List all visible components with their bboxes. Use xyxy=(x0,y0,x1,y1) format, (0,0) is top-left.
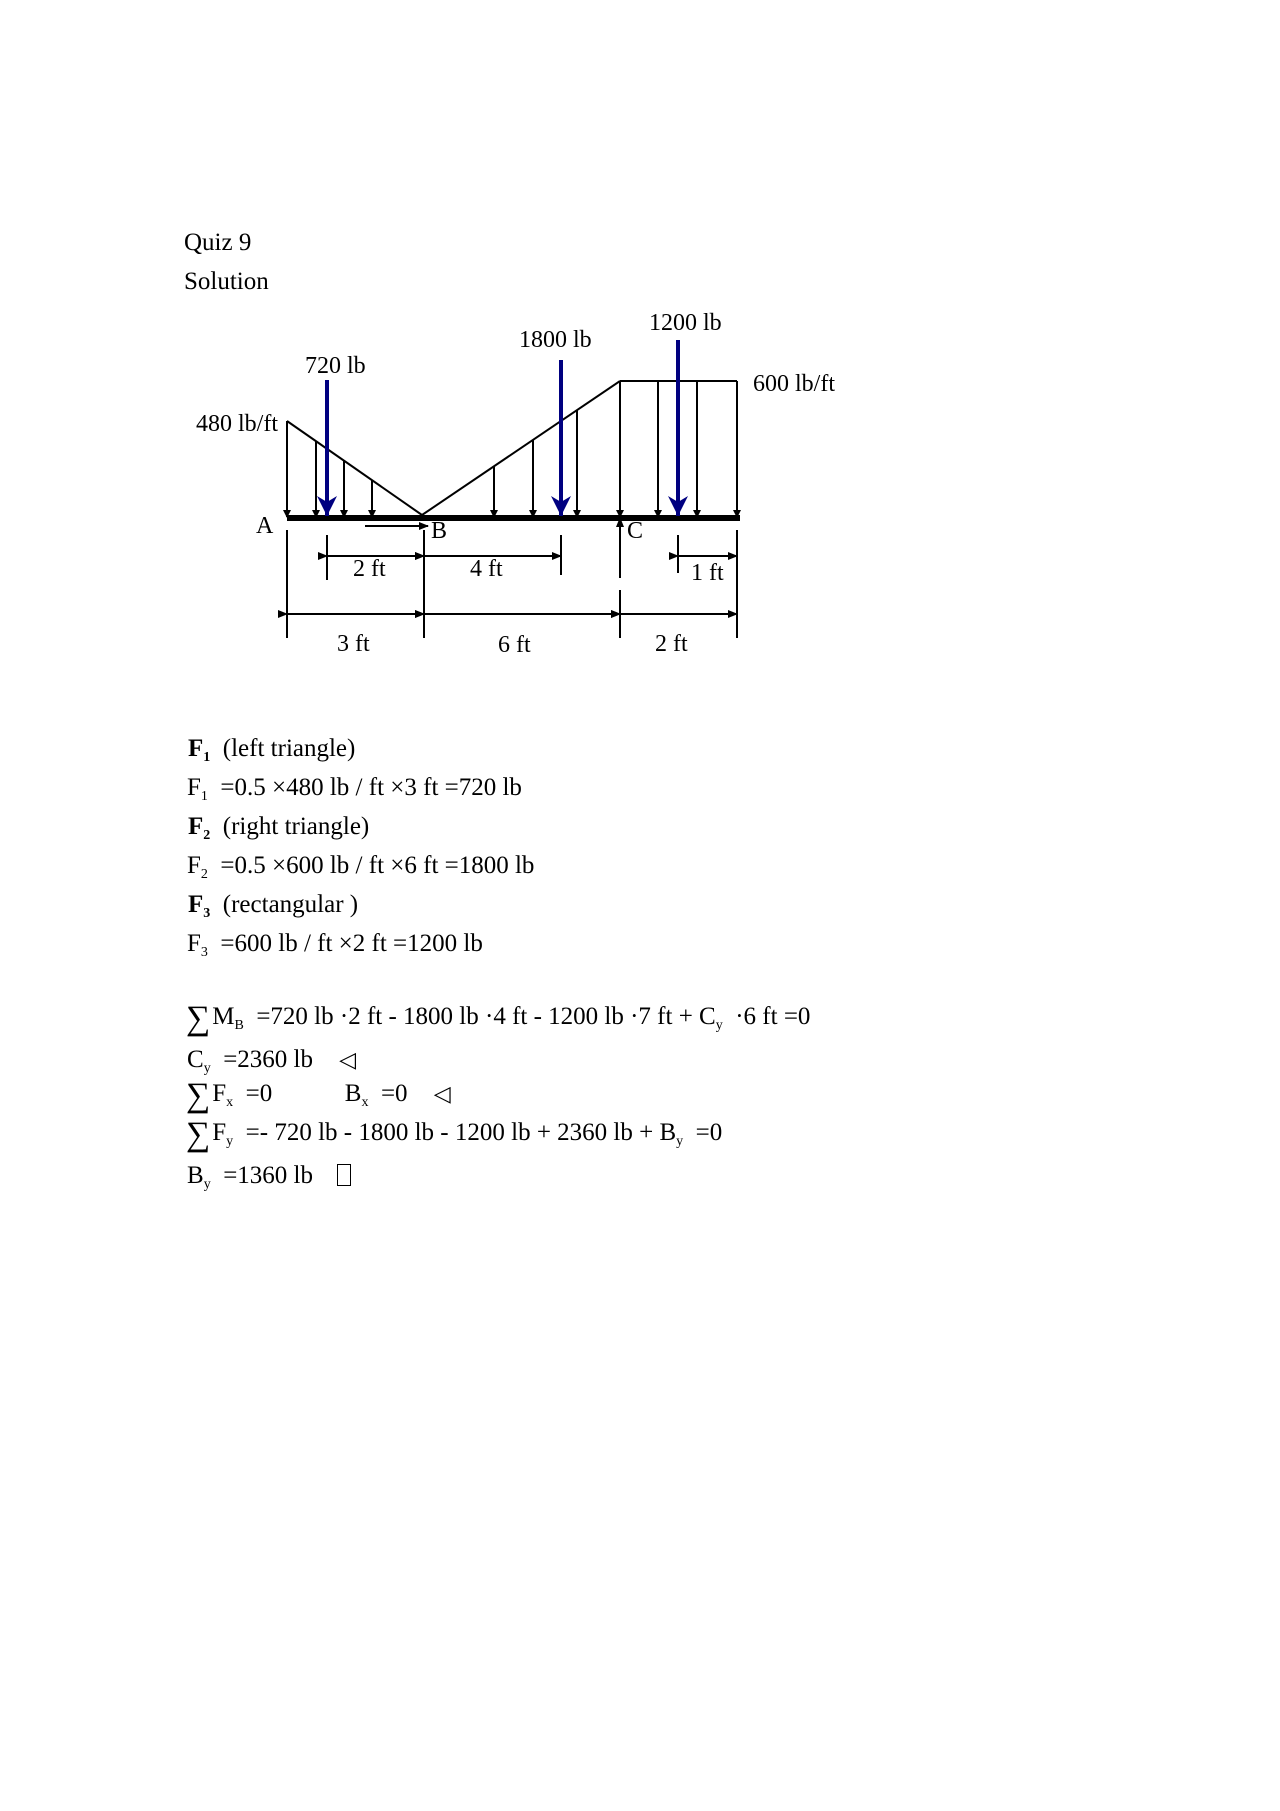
sum-symbol: ∑ xyxy=(186,1116,211,1153)
sum-symbol: ∑ xyxy=(186,1000,211,1037)
triangle-marker: ◁ xyxy=(339,1047,357,1072)
triangle-marker: ◁ xyxy=(433,1081,451,1106)
f1-equation: $F_1 =0.5 \times 480$ lb / ft ×3 ft =720 lb xyxy=(187,774,522,804)
f1-heading: $F_1$ (left triangle) xyxy=(188,735,356,765)
beam-diagram xyxy=(0,0,1280,700)
dim-4ft: 4 ft xyxy=(470,556,503,582)
fx-equation: $\sum F_x =0$ $B_x =0$ ◁ xyxy=(186,1077,451,1114)
f3-heading: $F_3$ (rectangular ) xyxy=(188,891,359,921)
cy-result: $C_y =2360$ lb ◁ xyxy=(187,1046,357,1076)
label-480: 480 lb/ft xyxy=(196,411,278,437)
f2-heading: $F_2$ (right triangle) xyxy=(188,813,370,843)
page-title: Quiz 9 xyxy=(184,229,252,256)
sum-symbol: ∑ xyxy=(186,1077,211,1114)
moment-equation: $\sum M_B =720$ lb ·2 ft - 1800 lb ·4 ft - 1200 lb ·7 ft + $C_y \cdot 6$ ft =0 xyxy=(186,1000,811,1037)
f3-equation: $F_3 =600$ lb / ft ×2 ft =1200 lb xyxy=(187,930,483,960)
page-subtitle: Solution xyxy=(184,268,269,295)
resultant-forces xyxy=(327,340,678,516)
label-1800: 1800 lb xyxy=(519,327,592,353)
point-a: A xyxy=(256,513,274,539)
dim-6ft: 6 ft xyxy=(498,632,531,658)
dim-1ft: 1 ft xyxy=(691,560,724,586)
point-b: B xyxy=(431,518,448,544)
label-600: 600 lb/ft xyxy=(753,371,835,397)
load-outline xyxy=(287,381,737,515)
placeholder-box xyxy=(337,1164,351,1186)
by-result: $B_y =1360$ lb xyxy=(187,1162,351,1193)
fy-equation: $\sum F_y =- 720$ lb - 1800 lb - 1200 lb + 2360 lb + $B_y =0$ xyxy=(186,1116,723,1153)
load-arrows xyxy=(287,381,737,517)
label-720: 720 lb xyxy=(305,353,366,379)
dim-3ft: 3 ft xyxy=(337,631,370,657)
dim-2ft-b: 2 ft xyxy=(655,631,688,657)
label-1200: 1200 lb xyxy=(649,310,722,336)
point-c: C xyxy=(627,518,644,544)
f2-equation: $F_2 =0.5 \times 600$ lb / ft ×6 ft =1800 lb xyxy=(187,852,535,882)
dim-2ft: 2 ft xyxy=(353,556,386,582)
